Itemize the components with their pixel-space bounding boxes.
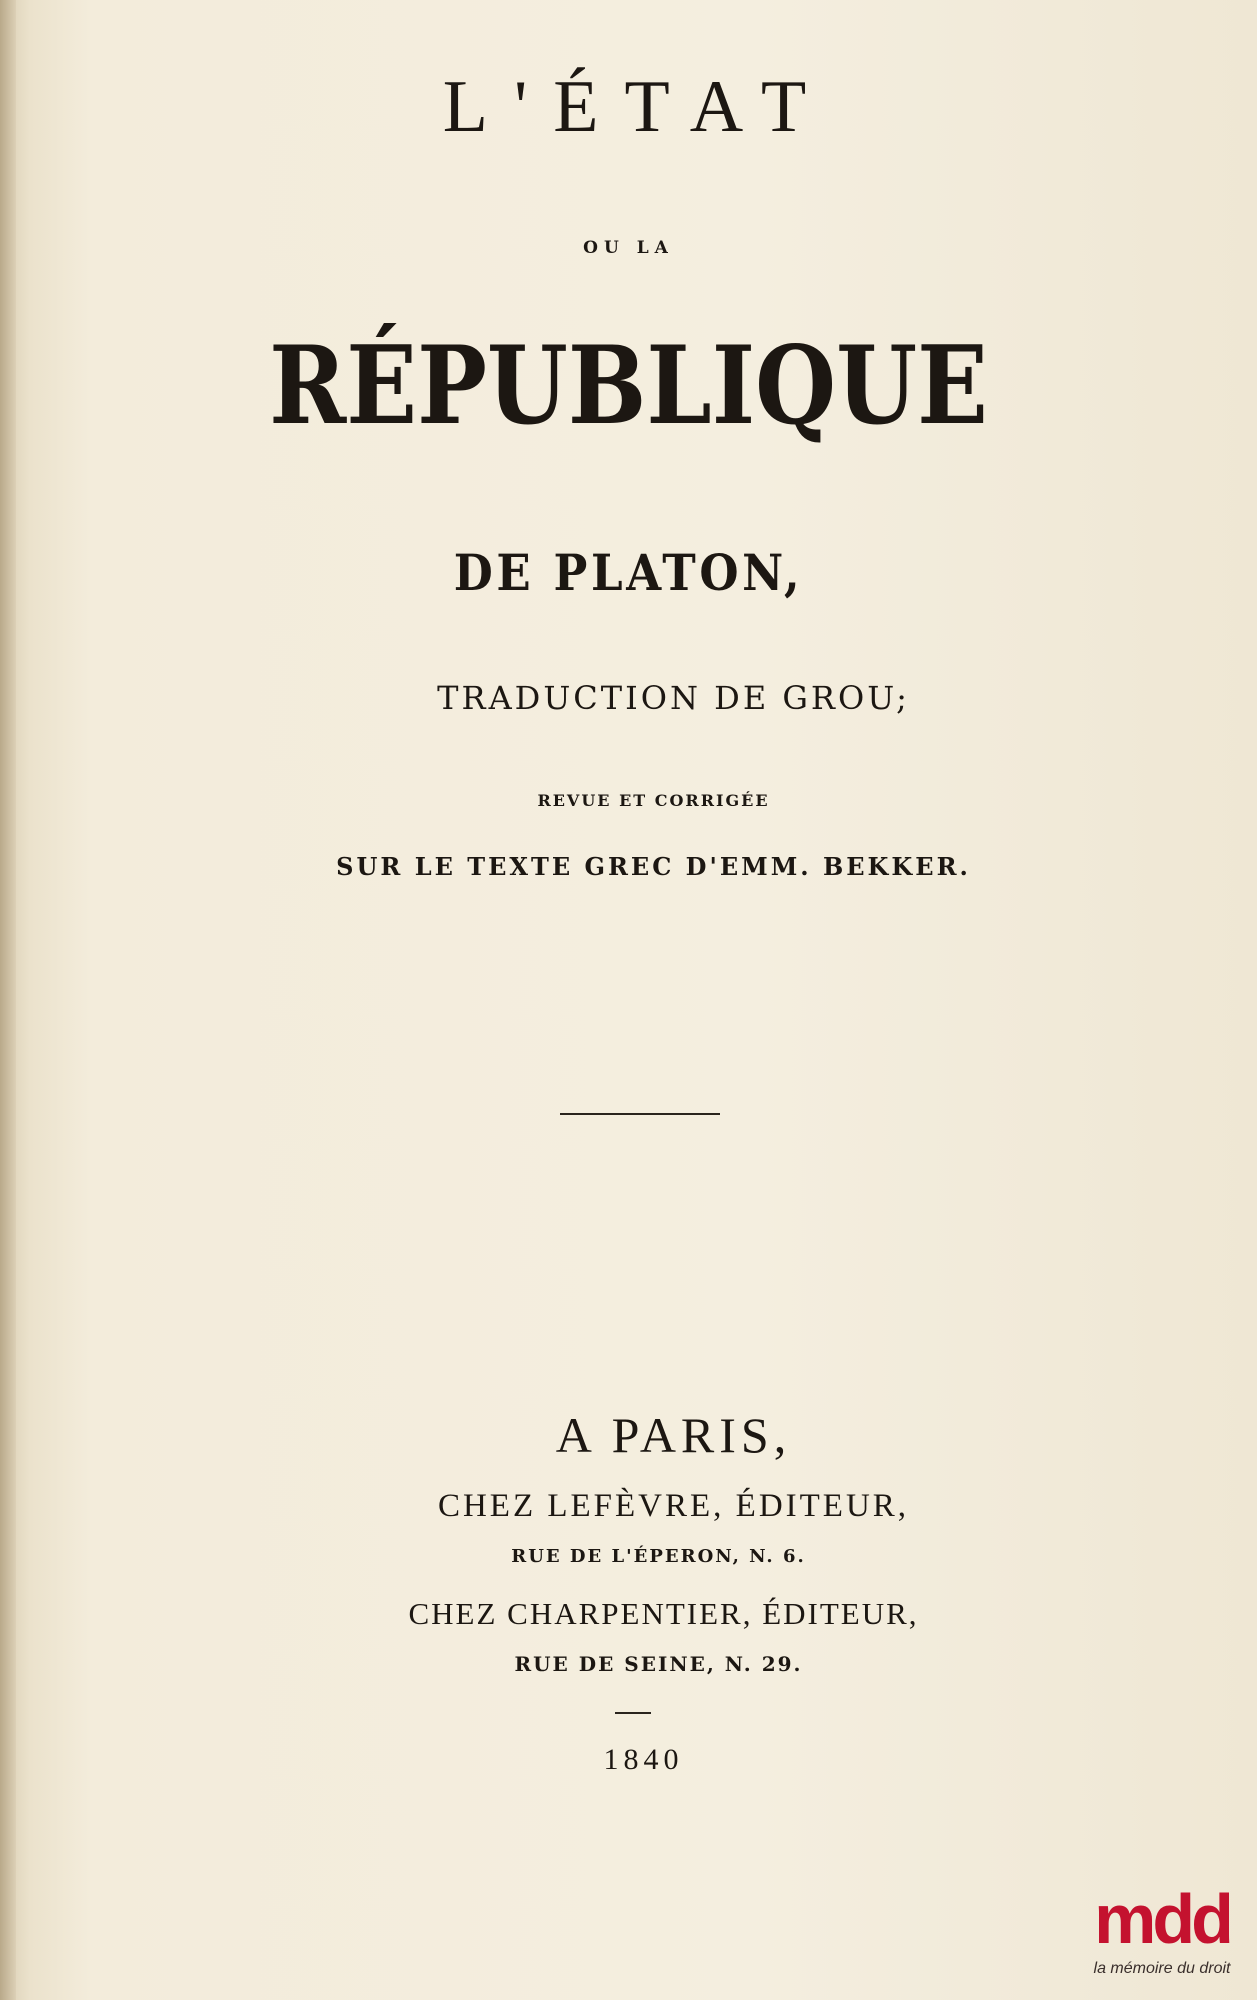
- mdd-logo-mark: mdd: [1094, 1880, 1230, 1958]
- source-line: SUR LE TEXTE GREC D'EMM. BEKKER.: [336, 852, 971, 881]
- publisher-lefevre: CHEZ LEFÈVRE, ÉDITEUR,: [437, 1488, 910, 1524]
- publisher-charpentier: CHEZ CHARPENTIER, ÉDITEUR,: [408, 1596, 919, 1631]
- revision-line: REVUE ET CORRIGÉE: [537, 791, 770, 810]
- title-line-republique: RÉPUBLIQUE: [269, 323, 988, 449]
- divider-rule: [560, 1113, 720, 1115]
- page-gutter: [0, 0, 16, 2000]
- address-seine: RUE DE SEINE, N. 29.: [514, 1652, 803, 1676]
- title-line-etat: L'ÉTAT: [442, 66, 833, 148]
- translation-line: TRADUCTION DE GROU;: [437, 679, 910, 717]
- city-line: A PARIS,: [555, 1407, 792, 1463]
- address-eperon: RUE DE L'ÉPERON, N. 6.: [511, 1546, 806, 1567]
- publication-year: 1840: [603, 1743, 684, 1776]
- title-line-ou-la: OU LA: [583, 238, 674, 258]
- mdd-logo-caption: la mémoire du droit: [1093, 1960, 1231, 1977]
- title-line-de-platon: DE PLATON,: [453, 543, 804, 602]
- mdd-logo: [1082, 1880, 1242, 1984]
- short-rule: [615, 1712, 651, 1714]
